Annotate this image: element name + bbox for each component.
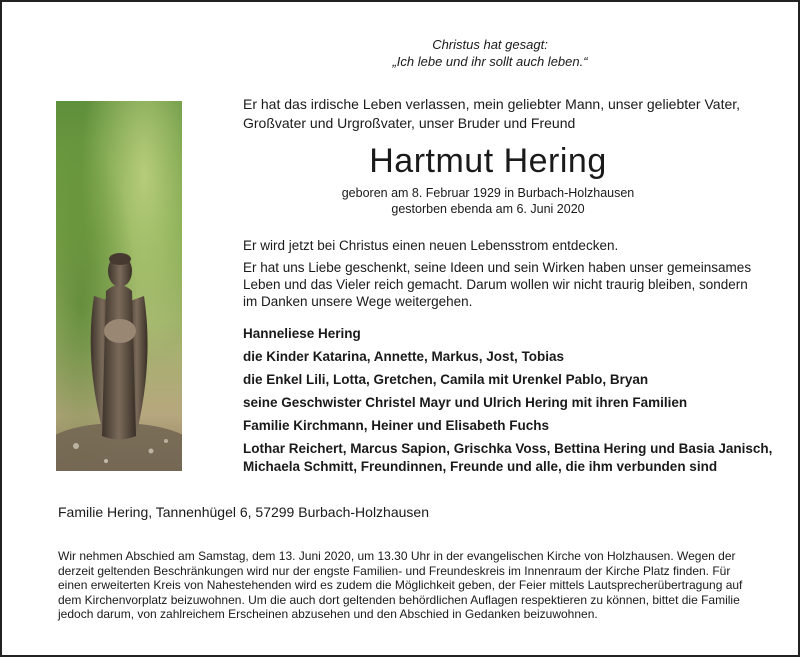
mourner-line: Familie Kirchmann, Heiner und Elisabeth Fuchs	[243, 418, 550, 433]
bible-quote	[330, 36, 650, 70]
mourner-line: die Enkel Lili, Lotta, Gretchen, Camila mit Urenkel Pablo, Bryan	[243, 372, 649, 387]
angel-figure-photo	[56, 101, 182, 471]
birth-date: geboren am 8. Februar 1929 in Burbach-Holzhausen	[341, 186, 635, 200]
angel-figure-icon	[56, 101, 182, 471]
mourners-list	[243, 325, 773, 481]
mourner-line: seine Geschwister Christel Mayr und Ulrich Hering mit ihren Familien	[243, 395, 688, 410]
mourner-line: Lothar Reichert, Marcus Sapion, Grischka Voss, Bettina Hering und Basia Janisch,	[243, 441, 773, 456]
mourner-line: Hanneliese Hering	[243, 326, 361, 341]
life-dates	[243, 185, 733, 217]
death-date: gestorben ebenda am 6. Juni 2020	[391, 202, 585, 216]
family-address: Familie Hering, Tannenhügel 6, 57299 Burbach-Holzhausen	[58, 504, 429, 520]
paragraph-faith: Er wird jetzt bei Christus einen neuen Lebensstrom entdecken.	[243, 238, 619, 253]
mourner-line: die Kinder Katarina, Annette, Markus, Jost, Tobias	[243, 349, 565, 364]
funeral-notice: Wir nehmen Abschied am Samstag, dem 13. Juni 2020, um 13.30 Uhr in der evangelischen Kirche von Holzhausen. Wegen der derzeit geltenden Beschränkungen wird nur der engste Familien- und Freundeskreis im Innenraum der Kirche Platz finden. Für einen erweiterten Kreis von Nahestehenden wird es zudem die Möglichkeit geben, der Feier mittels Lautsprecherübertragung auf dem Kirchenvorplatz beizuwohnen. Um die auch dort geltenden behördlichen Auflagen respektieren zu können, bittet die Familie jedoch darum, von zahlreichem Erscheinen abzusehen und den Abschied in Gedanken beizuwohnen.	[58, 549, 743, 621]
quote-line-1: Christus hat gesagt:	[432, 37, 548, 52]
intro-text: Er hat das irdische Leben verlassen, mein geliebter Mann, unser geliebter Vater, Großvater und Urgroßvater, unser Bruder und Freund	[243, 96, 741, 131]
mourner-line: Michaela Schmitt, Freundinnen, Freunde und alle, die ihm verbunden sind	[243, 459, 718, 474]
paragraph-legacy: Er hat uns Liebe geschenkt, seine Ideen und sein Wirken haben unser gemeinsames Leben und das Vieler reich gemacht. Darum wollen wir nicht traurig bleiben, sondern im Danken unsere Wege weitergehen.	[243, 260, 752, 309]
quote-line-2: „Ich lebe und ihr sollt auch leben.“	[392, 54, 588, 69]
deceased-name: Hartmut Hering	[369, 142, 607, 180]
